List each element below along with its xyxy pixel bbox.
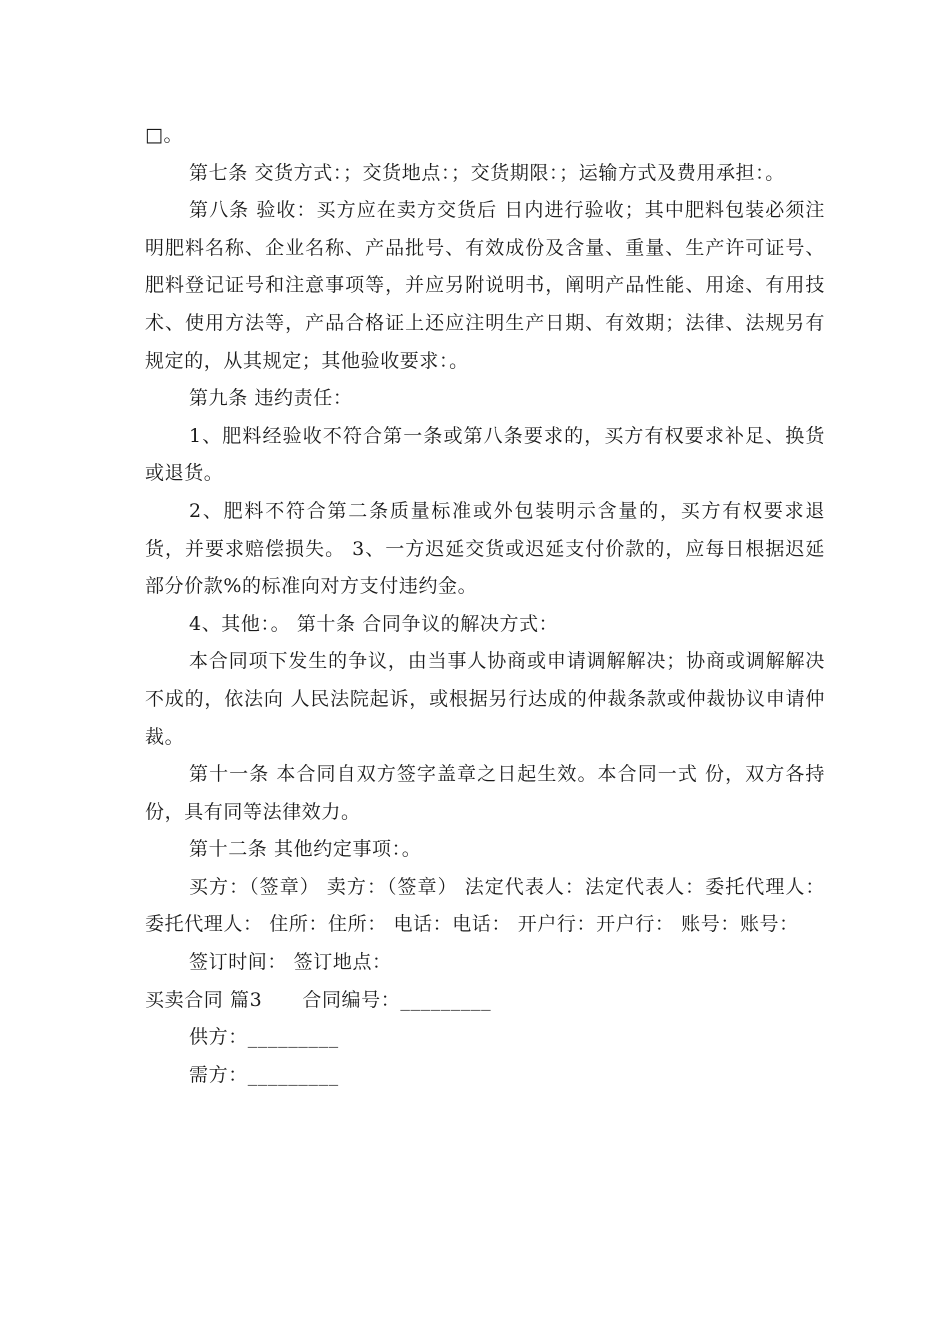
- paragraph-signatures: 买方：（签章） 卖方：（签章） 法定代表人：法定代表人：委托代理人：委托代理人： 住所：住所： 电话：电话： 开户行：开户行： 账号：账号：: [145, 875, 825, 936]
- paragraph-buyer: 需方：_________: [189, 1063, 339, 1086]
- paragraph-article-11: 第十一条 本合同自双方签字盖章之日起生效。本合同一式 份，双方各持份，具有同等法律效力。: [145, 763, 825, 823]
- paragraph-clause-2-3: 2、肥料不符合第二条质量标准或外包装明示含量的，买方有权要求退货，并要求赔偿损失。 3、一方迟延交货或迟延支付价款的，应每日根据迟延部分价款%的标准向对方支付违约金。: [145, 499, 825, 598]
- contract-number: 合同编号：_________: [302, 988, 492, 1011]
- document-page: [145, 117, 825, 1094]
- paragraph-checkbox-end: □。: [145, 124, 184, 146]
- paragraph-contract-3-header: [145, 982, 825, 1020]
- contract-3-title: 买卖合同 篇3: [145, 988, 263, 1011]
- paragraph-article-12: 第十二条 其他约定事项：。: [189, 838, 422, 861]
- paragraph-article-7: 第七条 交货方式：；交货地点：；交货期限：；运输方式及费用承担：。: [189, 161, 785, 184]
- paragraph-supplier: 供方：_________: [189, 1026, 339, 1049]
- paragraph-dispute-resolution: 本合同项下发生的争议，由当事人协商或申请调解解决；协商或调解解决不成的，依法向 人民法院起诉，或根据另行达成的仲裁条款或仲裁协议申请仲裁。: [145, 650, 825, 748]
- paragraph-clause-4-article-10: 4、其他：。 第十条 合同争议的解决方式：: [189, 612, 559, 635]
- paragraph-article-9-title: 第九条 违约责任：: [189, 387, 353, 410]
- paragraph-signing-time-place: 签订时间： 签订地点：: [189, 951, 392, 974]
- paragraph-article-8: 第八条 验收：买方应在卖方交货后 日内进行验收；其中肥料包装必须注明肥料名称、企业名称、产品批号、有效成份及含量、重量、生产许可证号、肥料登记证号和注意事项等，并应另附说明书，阐明产品性能、用途、有用技术、使用方法等，产品合格证上还应注明生产日期、有效期；法律、法规另有规定的，从其规定；其他验收要求：。: [145, 199, 825, 372]
- paragraph-clause-1: 1、肥料经验收不符合第一条或第八条要求的，买方有权要求补足、换货或退货。: [145, 424, 825, 485]
